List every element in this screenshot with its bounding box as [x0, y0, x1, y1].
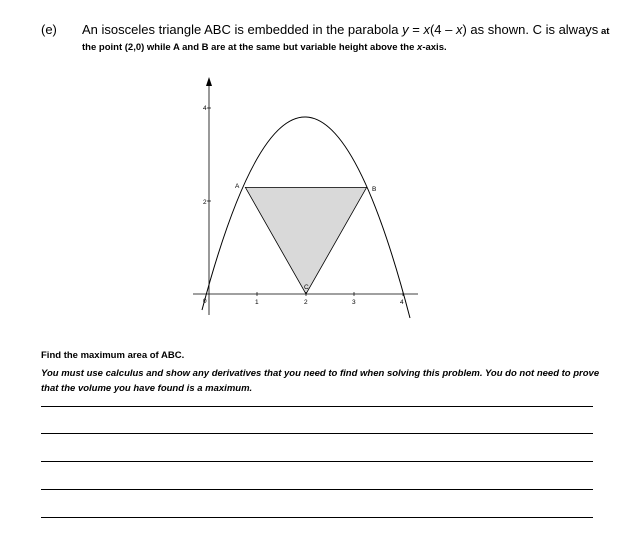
answer-line[interactable]: [41, 461, 593, 462]
question-text-line2: the point (2,0) while A and B are at the same but variable height above the x-axis.: [82, 42, 447, 53]
point-label-a: A: [235, 183, 240, 190]
x-tick-label-2: 2: [304, 299, 308, 306]
x-tick-label-4: 4: [400, 299, 404, 306]
point-label-c: C: [304, 284, 309, 291]
answer-line[interactable]: [41, 517, 593, 518]
triangle-abc: [245, 187, 366, 294]
y-axis-arrow: [206, 77, 212, 86]
y-tick-label-2: 2: [203, 199, 207, 206]
question-part-label: (e): [41, 22, 57, 37]
point-label-b: B: [372, 186, 377, 193]
x-tick-label-3: 3: [352, 299, 356, 306]
answer-line[interactable]: [41, 433, 593, 434]
question-text-line1: An isosceles triangle ABC is embedded in the parabola y = x(4 – x) as shown. C is always at: [82, 22, 610, 37]
origin-label: 0: [203, 298, 207, 305]
task-prompt: Find the maximum area of ABC.: [41, 350, 185, 361]
y-tick-label-4: 4: [203, 105, 207, 112]
x-tick-label-1: 1: [255, 299, 259, 306]
answer-line[interactable]: [41, 489, 593, 490]
answer-line[interactable]: [41, 406, 593, 407]
task-instruction: You must use calculus and show any derivatives that you need to find when solving this problem. You do not need to prove that the volume you have found is a maximum.: [41, 368, 600, 394]
